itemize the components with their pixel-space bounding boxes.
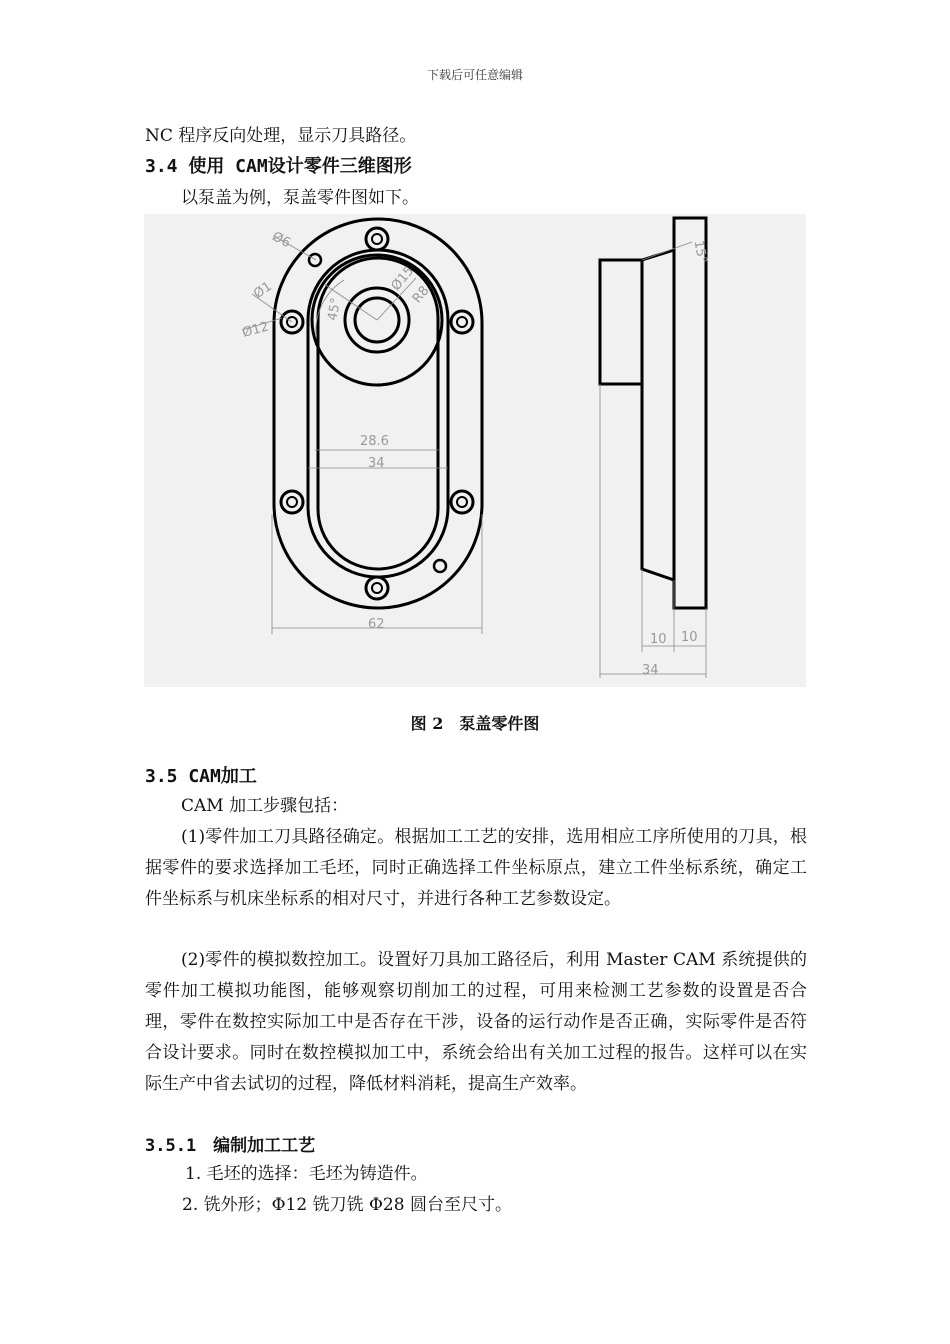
side-tapered-body xyxy=(642,250,674,580)
dim-phi15: Ø15 xyxy=(388,263,418,294)
dim-34: 34 xyxy=(368,456,385,471)
dim-62: 62 xyxy=(368,617,385,632)
list-item-1: 1. 毛坯的选择：毛坯为铸造件。 xyxy=(185,1164,428,1184)
section-heading-3-4: 3.4 使用 CAM设计零件三维图形 xyxy=(145,156,412,177)
dim-10-b: 10 xyxy=(681,630,698,645)
bolt-holes xyxy=(281,228,473,599)
list-item-2: 2. 铣外形；Φ12 铣刀铣 Φ28 圆台至尺寸。 xyxy=(182,1195,512,1215)
paragraph-step-2: (2)零件的模拟数控加工。设置好刀具加工路径后，利用 Master CAM 系统提供的零件加工模拟功能图，能够观察切削加工的过程，可用来检测工艺参数的设置是否合理，零件在数控实际加工中是否存在干涉，设备的运行动作是否正确，实际零件是否符合设计要求。同时在数控模拟加工中，系统会给出有关加工过程的报告。这样可以在实际生产中省去试切的过程，降低材料消耗，提高生产效率。 xyxy=(145,950,807,1094)
paragraph-nc: NC 程序反向处理，显示刀具路径。 xyxy=(145,126,417,146)
dim-45deg: 45° xyxy=(325,296,345,322)
section-heading-3-5: 3.5 CAM加工 xyxy=(145,766,257,787)
dim-phi12: Ø12 xyxy=(240,319,271,341)
outer-outline xyxy=(274,219,482,608)
side-flange xyxy=(674,218,706,608)
paragraph-step-1: (1)零件加工刀具路径确定。根据加工工艺的安排，选用相应工序所使用的刀具，根据零件的要求选择加工毛坯，同时正确选择工件坐标原点，建立工件坐标系统，确定工件坐标系与机床坐标系的相对尺寸，并进行各种工艺参数设定。 xyxy=(145,827,807,909)
dim-34-side: 34 xyxy=(642,663,659,678)
dim-phi1: Ø1 xyxy=(251,279,275,302)
dim-10-a: 10 xyxy=(650,632,667,647)
paragraph-steps: CAM 加工步骤包括： xyxy=(181,796,349,816)
drawing-svg xyxy=(144,214,806,687)
dim-phi6: Ø6 xyxy=(269,229,293,252)
dim-15deg: 15° xyxy=(690,239,710,265)
section-heading-3-5-1: 3.5.1 编制加工工艺 xyxy=(145,1136,316,1156)
dim-r8: R8 xyxy=(409,283,433,307)
page-header: 下载后可任意编辑 xyxy=(426,68,523,82)
side-boss xyxy=(600,260,642,384)
dim-28-6: 28.6 xyxy=(360,434,389,449)
pump-cover-drawing xyxy=(144,214,806,687)
figure-caption: 图 2 泵盖零件图 xyxy=(410,714,540,733)
paragraph-intro: 以泵盖为例，泵盖零件图如下。 xyxy=(181,188,419,208)
